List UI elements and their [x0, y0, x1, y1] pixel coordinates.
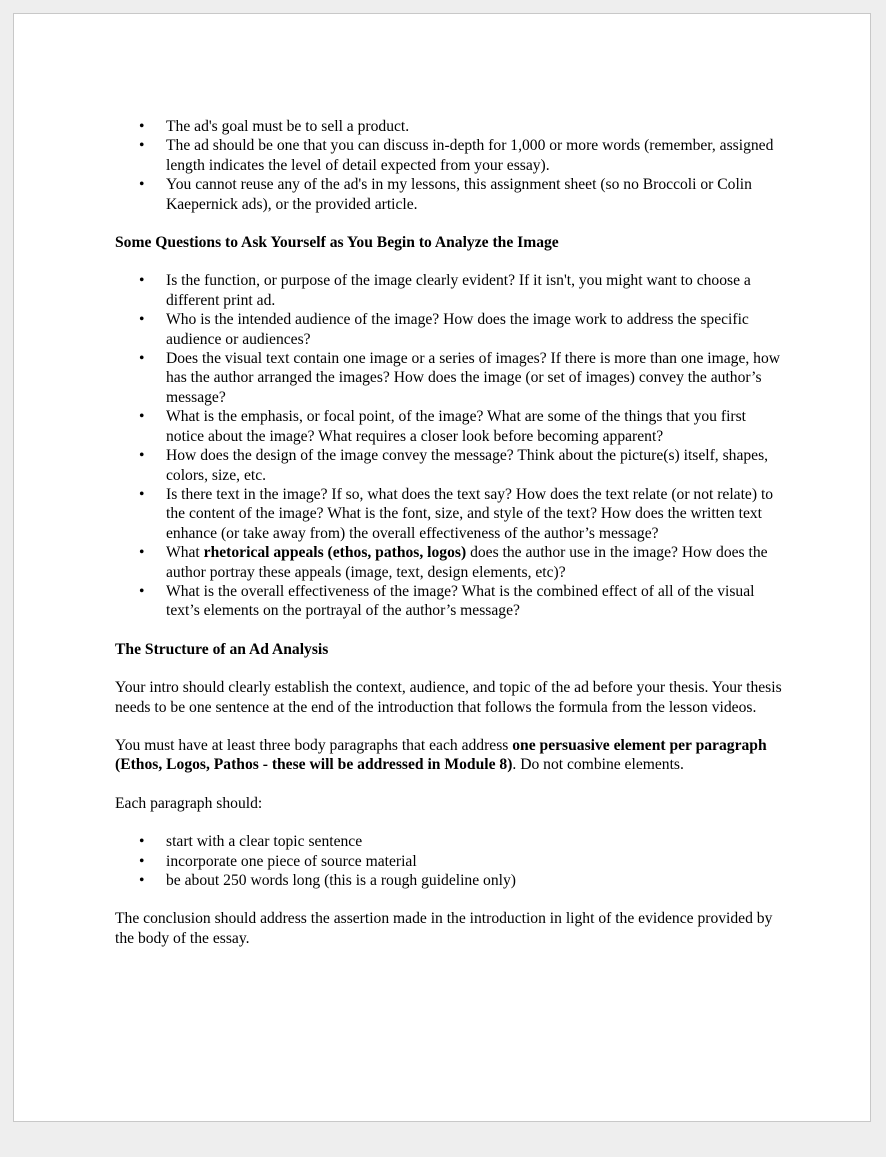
list-item-text: incorporate one piece of source material	[166, 852, 417, 870]
list-item	[115, 832, 787, 851]
bullet-icon: •	[139, 485, 145, 503]
text-run: What	[166, 544, 204, 562]
document-content	[115, 117, 787, 948]
list-item-text: start with a clear topic sentence	[166, 833, 363, 851]
bullet-icon: •	[139, 408, 145, 426]
list-item-text: The ad should be one that you can discuss in-depth for 1,000 or more words (remember, assigned length indicates the level of detail expected from your essay).	[166, 137, 774, 174]
list-item-text: You cannot reuse any of the ad's in my lessons, this assignment sheet (so no Broccoli or Colin Kaepernick ads), or the provided article.	[166, 176, 752, 213]
bullet-icon: •	[139, 350, 145, 368]
list-item	[115, 310, 787, 349]
bullet-icon: •	[139, 852, 145, 870]
bullet-icon: •	[139, 311, 145, 329]
list-item	[115, 271, 787, 310]
bullet-icon: •	[139, 582, 145, 600]
bullet-icon: •	[139, 176, 145, 194]
list-item-text: Is the function, or purpose of the image clearly evident? If it isn't, you might want to choose a different print ad.	[166, 272, 751, 309]
list-item	[115, 136, 787, 175]
questions-heading: Some Questions to Ask Yourself as You Begin to Analyze the Image	[115, 234, 559, 252]
questions-list	[115, 271, 787, 620]
each-paragraph-intro: Each paragraph should:	[115, 794, 263, 812]
list-item	[115, 175, 787, 214]
list-item-text: What is the overall effectiveness of the image? What is the combined effect of all of the visual text’s elements on the portrayal of the author’s message?	[166, 582, 755, 620]
list-item-text: Does the visual text contain one image or a series of images? If there is more than one image, how has the author arranged the images? How does the image (or set of images) convey the author’s message?	[166, 350, 781, 406]
bullet-icon: •	[139, 872, 145, 889]
emphasis-text: one persuasive element per paragraph (Ethos, Logos, Pathos - these will be addressed in Module 8)	[115, 736, 767, 774]
bullet-icon: •	[139, 544, 145, 562]
list-item	[115, 117, 787, 136]
requirements-list	[115, 117, 787, 214]
list-item	[115, 349, 787, 407]
list-item-text: Is there text in the image? If so, what does the text say? How does the text relate (or not relate) to the content of the image? What is the font, size, and style of the text? How does the written text enhance (or take away from) the overall effectiveness of the author’s message?	[166, 485, 774, 542]
list-item	[115, 582, 787, 621]
text-run: does the author use in the image? How does the author portray these appeals (image, text, design elements, etc)?	[166, 544, 768, 581]
bullet-icon: •	[139, 272, 145, 290]
bullet-icon: •	[139, 137, 145, 155]
list-item	[115, 485, 787, 543]
text-run: You must have at least three body paragraphs that each address	[115, 736, 513, 754]
emphasis-text: rhetorical appeals (ethos, pathos, logos)	[203, 544, 467, 562]
list-item-text: What is the emphasis, or focal point, of the image? What are some of the things that you first notice about the image? What requires a closer look before becoming apparent?	[166, 408, 746, 445]
list-item-text: How does the design of the image convey the message? Think about the picture(s) itself, shapes, colors, size, etc.	[166, 447, 769, 484]
list-item-text: The ad's goal must be to sell a product.	[166, 118, 410, 135]
list-item-text: Who is the intended audience of the image? How does the image work to address the specific audience or audiences?	[166, 311, 749, 348]
list-item-text: be about 250 words long (this is a rough guideline only)	[166, 872, 516, 889]
conclusion-paragraph: The conclusion should address the assertion made in the introduction in light of the evidence provided by the body of the essay.	[115, 910, 773, 947]
document-page	[13, 13, 871, 1122]
bullet-icon: •	[139, 447, 145, 465]
list-item	[115, 543, 787, 582]
paragraph-checklist	[115, 832, 787, 890]
structure-heading: The Structure of an Ad Analysis	[115, 640, 329, 658]
list-item-text	[166, 544, 768, 580]
body-paragraph	[115, 736, 787, 775]
list-item	[115, 852, 787, 871]
list-item	[115, 446, 787, 485]
list-item	[115, 871, 787, 890]
list-item	[115, 407, 787, 446]
bullet-icon: •	[139, 118, 145, 135]
text-run: . Do not combine elements.	[512, 756, 684, 774]
intro-paragraph: Your intro should clearly establish the context, audience, and topic of the ad before your thesis. Your thesis needs to be one sentence at the end of the introduction that follows the formula from the lesson videos.	[115, 679, 782, 716]
bullet-icon: •	[139, 833, 145, 851]
